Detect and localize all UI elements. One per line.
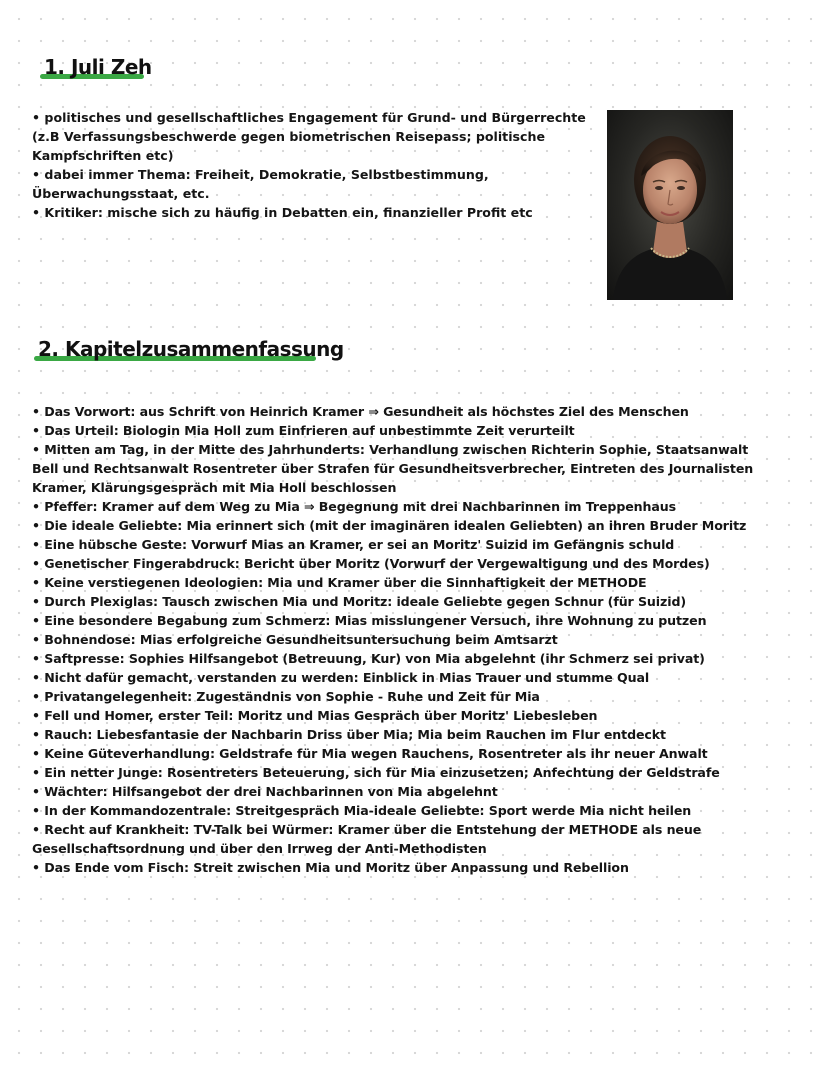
list-item: • Fell und Homer, erster Teil: Moritz und Mias Gespräch über Moritz' Liebesleben — [32, 708, 598, 723]
list-item: • Pfeffer: Kramer auf dem Weg zu Mia ⇒ Begegnung mit drei Nachbarinnen im Treppenhaus — [32, 499, 677, 514]
list-item: • Die ideale Geliebte: Mia erinnert sich (mit der imaginären idealen Geliebten) an ihren Bruder Moritz — [32, 518, 747, 533]
list-item: • Recht auf Krankheit: TV-Talk bei Würmer: Kramer über die Entstehung der METHODE als neue Gesellschaftsordnung und über den Irrweg der Anti-Methodisten — [32, 822, 702, 856]
list-item: • Nicht dafür gemacht, verstanden zu werden: Einblick in Mias Trauer und stumme Qual — [32, 670, 650, 685]
list-item: • Mitten am Tag, in der Mitte des Jahrhunderts: Verhandlung zwischen Richterin Sophie, Staatsanwalt Bell und Rechtsanwalt Rosentreter über Strafen für Gesundheitsverbrecher, Eintreten des Journalisten Kramer, Klärungsgespräch mit Mia Holl beschlossen — [32, 442, 754, 495]
chapter-summary-list — [32, 402, 772, 877]
list-item: • Durch Plexiglas: Tausch zwischen Mia und Moritz: ideale Geliebte gegen Schnur (für Suizid) — [32, 594, 687, 609]
section-title-kapitelzusammenfassung: 2. Kapitelzusammenfassung — [38, 337, 344, 361]
list-item: • dabei immer Thema: Freiheit, Demokratie, Selbstbestimmung, Überwachungsstaat, etc. — [32, 167, 489, 201]
list-item: • Das Ende vom Fisch: Streit zwischen Mia und Moritz über Anpassung und Rebellion — [32, 860, 629, 875]
list-item: • Keine Güteverhandlung: Geldstrafe für Mia wegen Rauchens, Rosentreter als ihr neuer Anwalt — [32, 746, 708, 761]
list-item: • Rauch: Liebesfantasie der Nachbarin Driss über Mia; Mia beim Rauchen im Flur entdeckt — [32, 727, 666, 742]
list-item: • Kritiker: mische sich zu häufig in Debatten ein, finanzieller Profit etc — [32, 205, 533, 220]
list-item: • politisches und gesellschaftliches Engagement für Grund- und Bürgerrechte (z.B Verfassungsbeschwerde gegen biometrischen Reisepass; politische Kampfschriften etc) — [32, 110, 586, 163]
list-item: • Das Urteil: Biologin Mia Holl zum Einfrieren auf unbestimmte Zeit verurteilt — [32, 423, 575, 438]
list-item: • Eine besondere Begabung zum Schmerz: Mias misslungener Versuch, ihre Wohnung zu putzen — [32, 613, 707, 628]
section-title-juli-zeh: 1. Juli Zeh — [44, 55, 152, 79]
list-item: • In der Kommandozentrale: Streitgespräch Mia-ideale Geliebte: Sport werde Mia nicht heilen — [32, 803, 692, 818]
list-item: • Wächter: Hilfsangebot der drei Nachbarinnen von Mia abgelehnt — [32, 784, 498, 799]
author-portrait-photo — [607, 110, 733, 300]
list-item: • Saftpresse: Sophies Hilfsangebot (Betreuung, Kur) von Mia abgelehnt (ihr Schmerz sei privat) — [32, 651, 705, 666]
list-item: • Bohnendose: Mias erfolgreiche Gesundheitsuntersuchung beim Amtsarzt — [32, 632, 558, 647]
list-item: • Privatangelegenheit: Zugeständnis von Sophie - Ruhe und Zeit für Mia — [32, 689, 540, 704]
list-item: • Das Vorwort: aus Schrift von Heinrich Kramer ⇒ Gesundheit als höchstes Ziel des Menschen — [32, 404, 689, 419]
list-item: • Ein netter Junge: Rosentreters Beteuerung, sich für Mia einzusetzen; Anfechtung der Geldstrafe — [32, 765, 720, 780]
list-item: • Eine hübsche Geste: Vorwurf Mias an Kramer, er sei an Moritz' Suizid im Gefängnis schuld — [32, 537, 675, 552]
author-bullet-list — [32, 108, 592, 222]
list-item: • Genetischer Fingerabdruck: Bericht über Moritz (Vorwurf der Vergewaltigung und des Mordes) — [32, 556, 710, 571]
list-item: • Keine verstiegenen Ideologien: Mia und Kramer über die Sinnhaftigkeit der METHODE — [32, 575, 647, 590]
